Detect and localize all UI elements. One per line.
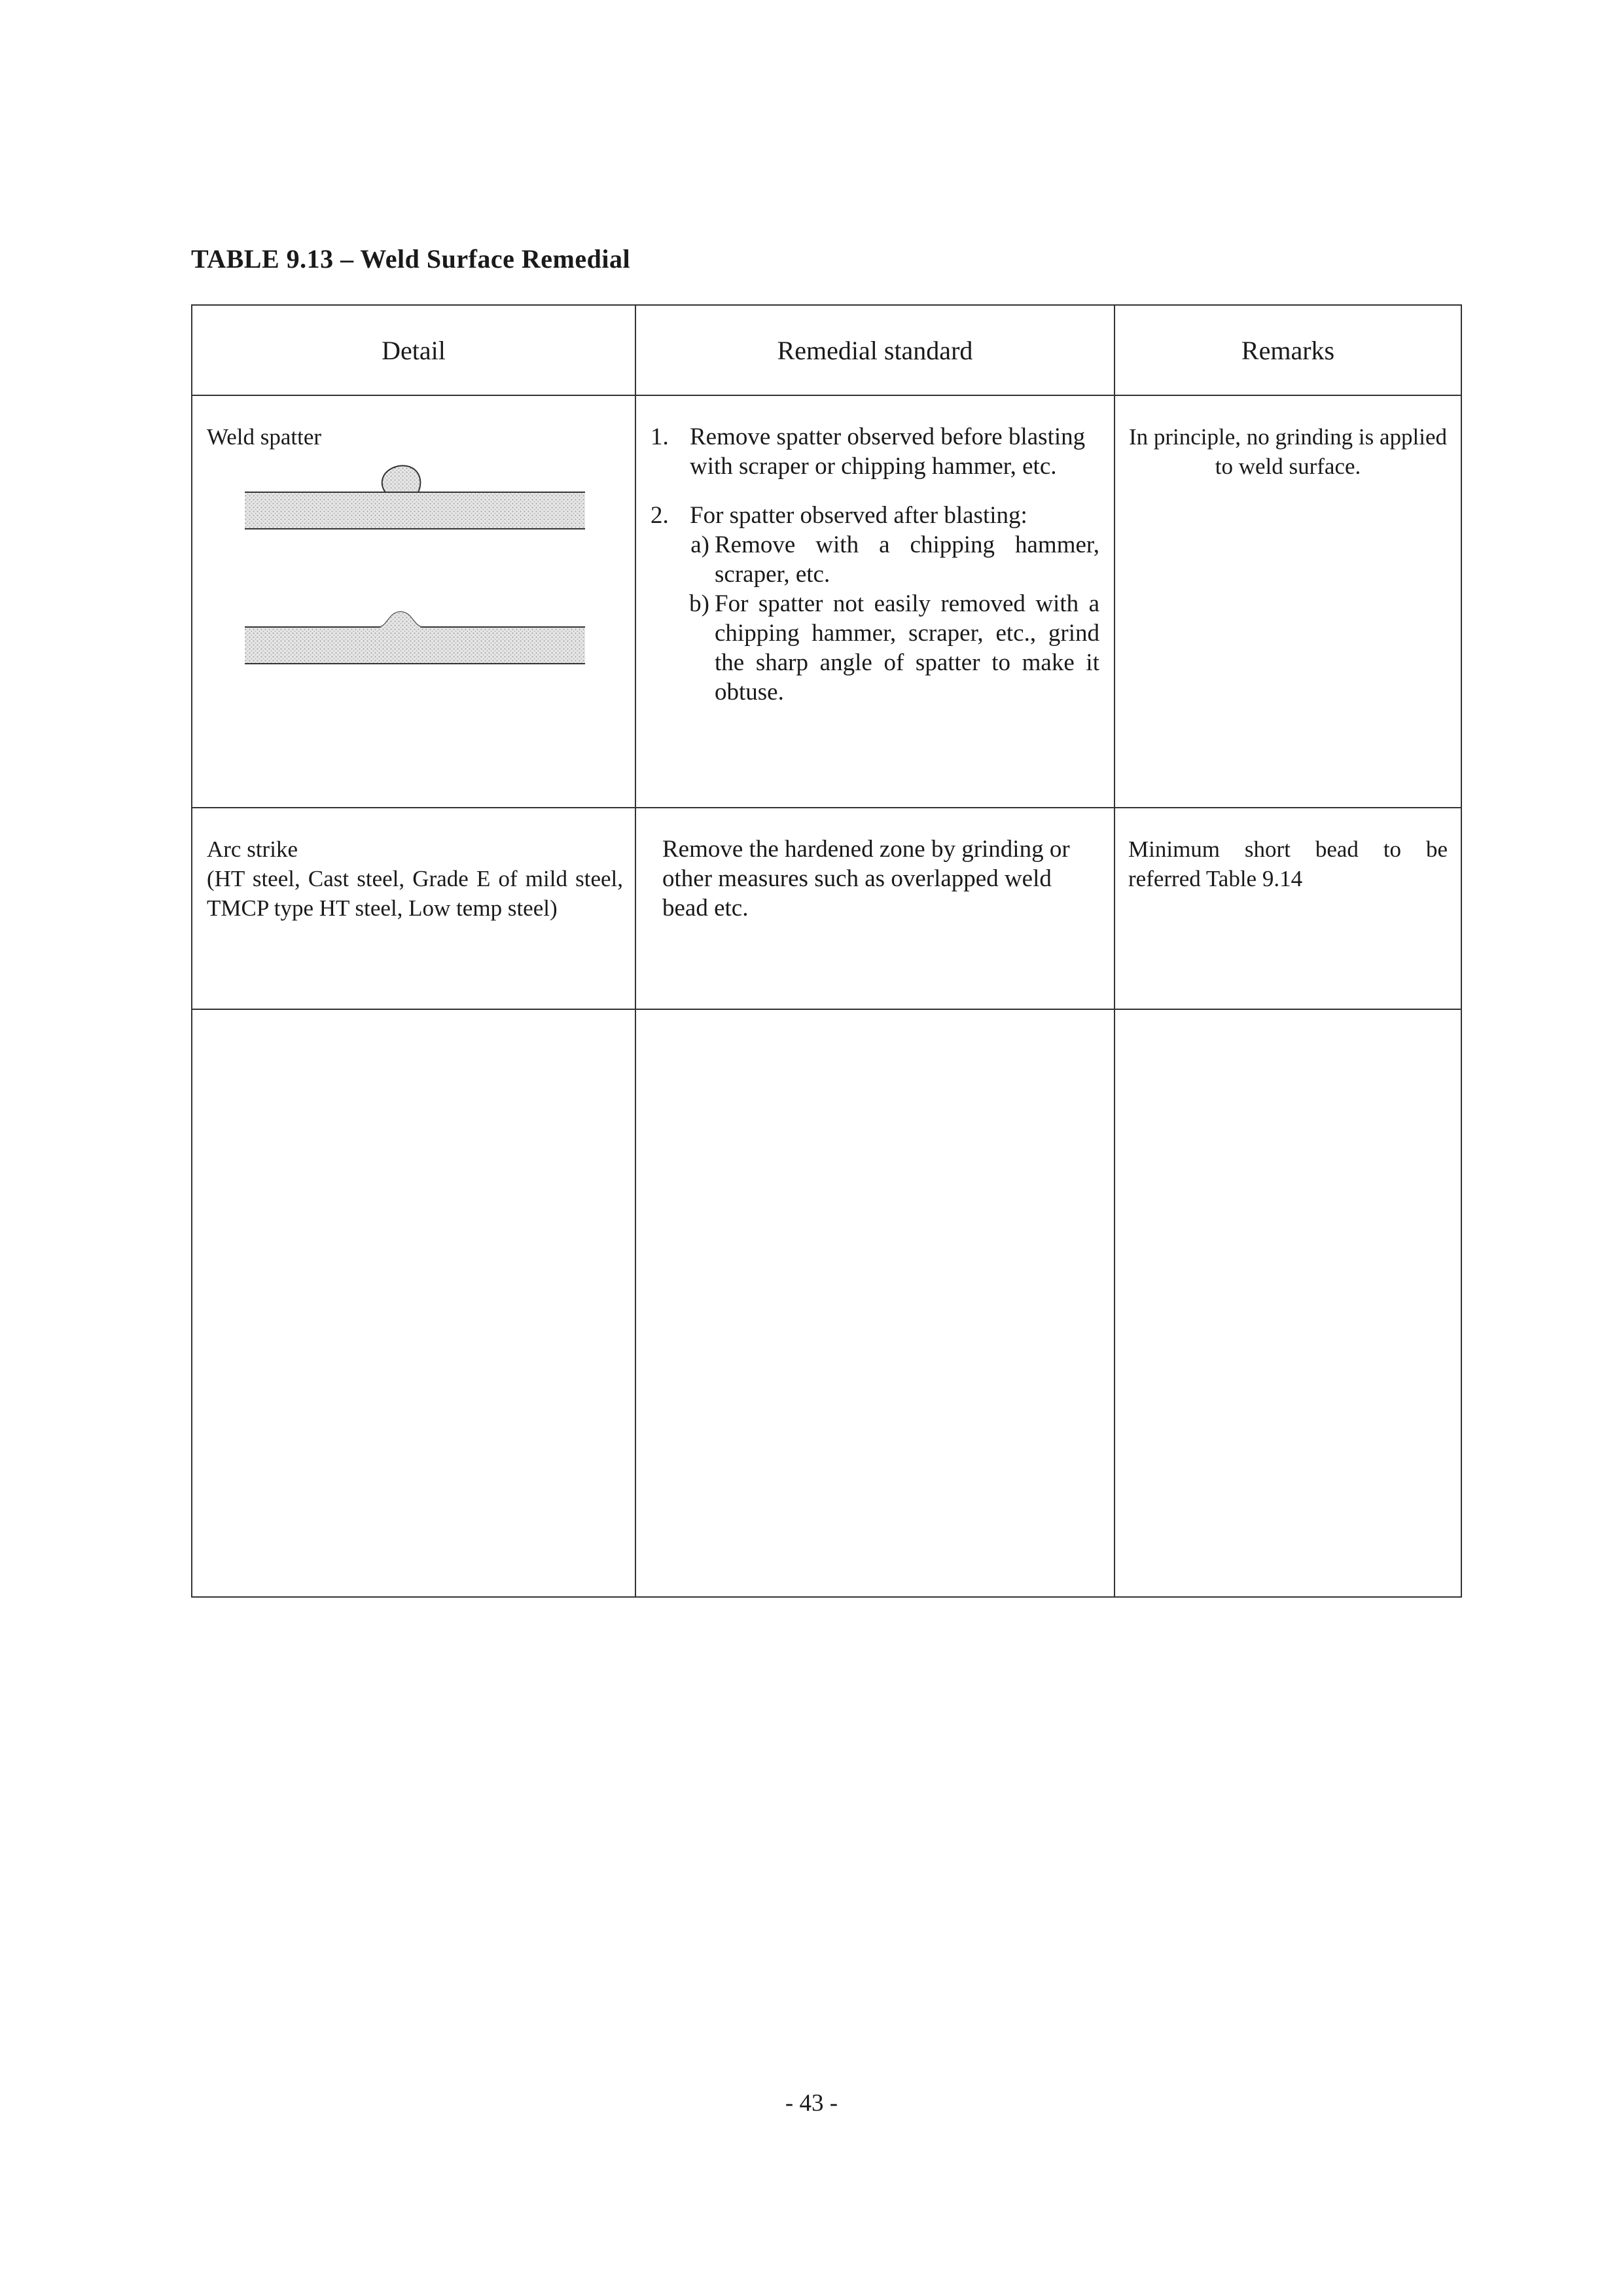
header-remarks: Remarks — [1115, 305, 1461, 395]
remarks-cell — [1115, 395, 1461, 808]
remarks-cell — [1115, 808, 1461, 1009]
empty-cell — [635, 1009, 1115, 1597]
detail-arc-strike — [192, 808, 635, 923]
header-detail: Detail — [192, 305, 635, 395]
step-2 — [651, 501, 1099, 530]
step-2b-text: For spatter not easily removed with a chipping hammer, scraper, etc., grind the sharp angle of spatter to make it obtuse. — [715, 590, 1099, 706]
empty-cell — [192, 1009, 635, 1597]
step-2a-letter: a) — [690, 531, 709, 558]
weld-surface-remedial-table — [191, 304, 1462, 1598]
detail-cell — [192, 395, 635, 808]
remarks-weld-spatter: In principle, no grinding is applied to weld surface. — [1128, 424, 1448, 479]
step-2-number: 2. — [651, 502, 669, 529]
remedial-cell — [635, 808, 1115, 1009]
table-row — [192, 395, 1461, 808]
detail-weld-spatter: Weld spatter — [207, 424, 322, 450]
page-title: TABLE 9.13 – Weld Surface Remedial — [191, 244, 631, 274]
table-header-row — [192, 305, 1461, 395]
table-row-empty — [192, 1009, 1461, 1597]
step-2b — [677, 589, 1099, 707]
remedial-cell — [635, 395, 1115, 808]
page-number: - 43 - — [785, 2090, 838, 2117]
spatter-before-figure — [245, 466, 585, 529]
remedial-arc-strike: Remove the hardened zone by grinding or other measures such as overlapped weld bead etc. — [662, 836, 1070, 922]
step-1-number: 1. — [651, 423, 669, 450]
spatter-after-figure — [245, 612, 585, 664]
step-2a — [677, 530, 1099, 589]
step-2b-letter: b) — [689, 590, 709, 617]
detail-cell — [192, 808, 635, 1009]
empty-cell — [1115, 1009, 1461, 1597]
weld-spatter-diagram — [245, 452, 585, 687]
step-1-text: Remove spatter observed before blasting with scraper or chipping hammer, etc. — [690, 423, 1086, 480]
step-1 — [651, 422, 1099, 481]
step-2-text: For spatter observed after blasting: — [690, 502, 1027, 529]
header-remedial-standard: Remedial standard — [635, 305, 1115, 395]
detail-arc-strike-title: Arc strike — [207, 836, 298, 862]
detail-arc-strike-scope: (HT steel, Cast steel, Grade E of mild steel, TMCP type HT steel, Low temp steel) — [207, 866, 623, 921]
remarks-arc-strike: Minimum short bead to be referred Table 9.14 — [1128, 836, 1448, 891]
table-row — [192, 808, 1461, 1009]
step-2a-text: Remove with a chipping hammer, scraper, etc. — [715, 531, 1099, 588]
remedial-steps — [636, 396, 1114, 707]
